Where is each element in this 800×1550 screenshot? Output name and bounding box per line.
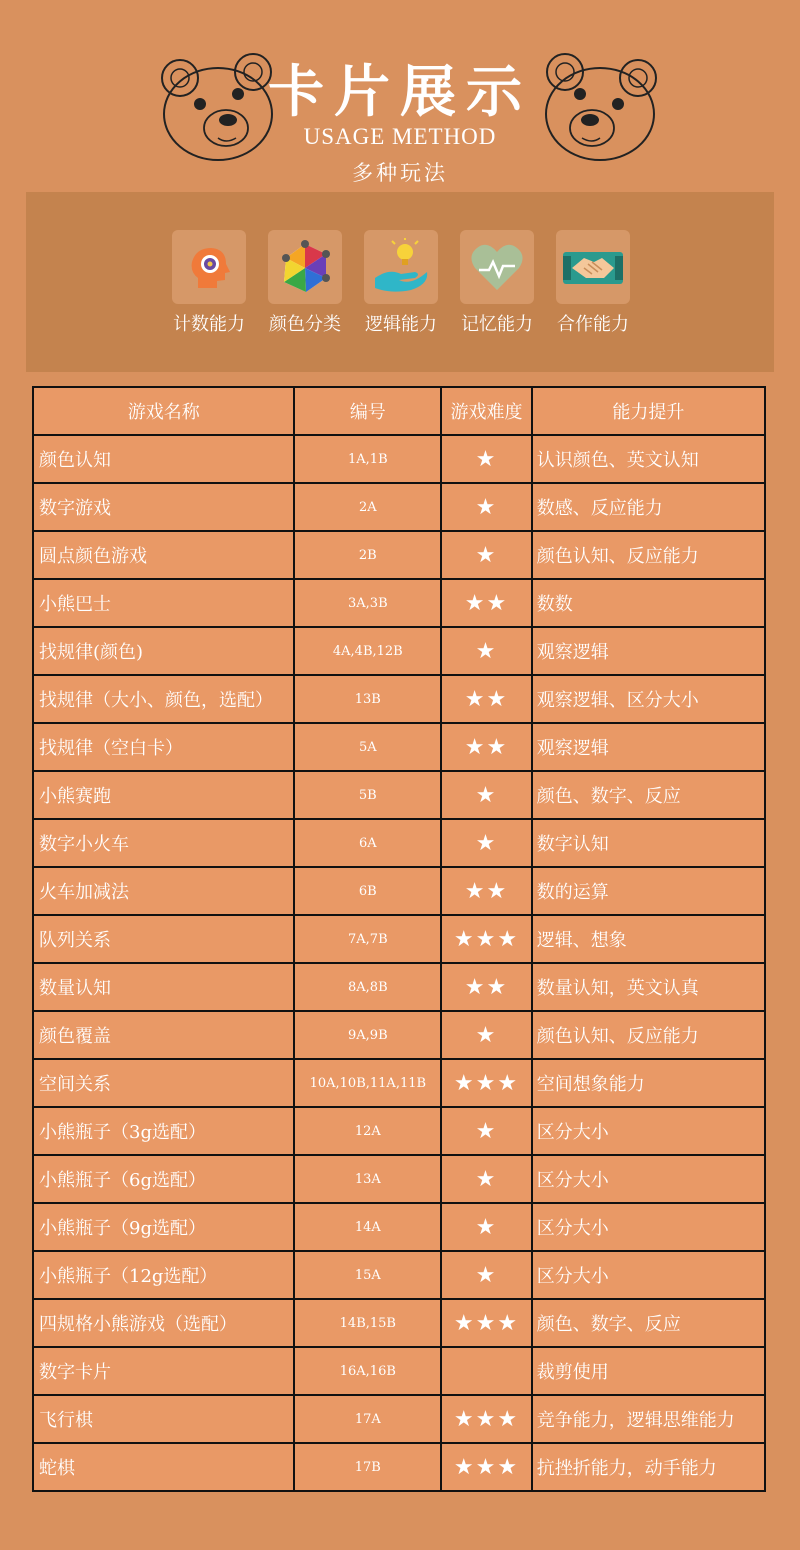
cell-code: 12A [294,1107,441,1155]
cell-name: 小熊巴士 [33,579,294,627]
cell-skill: 观察逻辑 [532,723,765,771]
ability-label: 记忆能力 [461,314,533,335]
table-row [33,627,765,675]
cell-skill: 区分大小 [532,1251,765,1299]
cell-skill: 认识颜色、英文认知 [532,435,765,483]
cell-difficulty: ★★★ [441,1395,531,1443]
cell-code: 7A,7B [294,915,441,963]
cell-skill: 数数 [532,579,765,627]
head-gear-icon [172,230,246,304]
cell-name: 数量认知 [33,963,294,1011]
cell-skill: 竞争能力，逻辑思维能力 [532,1395,765,1443]
table-row [33,1299,765,1347]
game-table [32,386,766,1492]
ability-label: 颜色分类 [269,314,341,335]
ability-label: 合作能力 [557,314,629,335]
cell-name: 队列关系 [33,915,294,963]
cell-code: 9A,9B [294,1011,441,1059]
cell-skill: 数量认知，英文认真 [532,963,765,1011]
cell-code: 13A [294,1155,441,1203]
page-subtitle: USAGE METHOD [303,124,497,149]
cell-skill: 颜色、数字、反应 [532,1299,765,1347]
handshake-icon [556,230,630,304]
cell-code: 6A [294,819,441,867]
cell-difficulty: ★ [441,435,531,483]
cell-name: 小熊赛跑 [33,771,294,819]
header [0,0,800,192]
page-tagline: 多种玩法 [352,161,448,185]
game-table-section [26,376,774,1550]
table-row [33,579,765,627]
cell-difficulty: ★ [441,1203,531,1251]
cell-name: 小熊瓶子（12g选配） [33,1251,294,1299]
cell-name: 数字游戏 [33,483,294,531]
cell-skill: 区分大小 [532,1155,765,1203]
cell-difficulty: ★ [441,771,531,819]
cell-skill: 颜色、数字、反应 [532,771,765,819]
cell-difficulty: ★ [441,819,531,867]
cell-name: 圆点颜色游戏 [33,531,294,579]
cell-name: 找规律（大小、颜色，选配） [33,675,294,723]
cell-difficulty: ★★ [441,867,531,915]
cell-difficulty: ★★★ [441,1059,531,1107]
table-row [33,771,765,819]
cell-code: 10A,10B,11A,11B [294,1059,441,1107]
cell-name: 颜色覆盖 [33,1011,294,1059]
cell-code: 17B [294,1443,441,1491]
cell-skill: 颜色认知、反应能力 [532,531,765,579]
cell-difficulty: ★★ [441,579,531,627]
ability-item [356,230,446,336]
ability-label: 逻辑能力 [365,314,437,335]
table-row [33,1059,765,1107]
table-row [33,819,765,867]
cell-code: 1A,1B [294,435,441,483]
table-row [33,723,765,771]
table-row [33,1347,765,1395]
cell-code: 17A [294,1395,441,1443]
table-row [33,1011,765,1059]
color-polygon-icon [268,230,342,304]
cell-skill: 区分大小 [532,1203,765,1251]
cell-difficulty: ★ [441,1251,531,1299]
cell-skill: 抗挫折能力，动手能力 [532,1443,765,1491]
cell-difficulty: ★ [441,483,531,531]
cell-skill: 观察逻辑 [532,627,765,675]
cell-skill: 观察逻辑、区分大小 [532,675,765,723]
cell-difficulty: ★ [441,531,531,579]
table-row [33,1251,765,1299]
ability-item [548,230,638,336]
cell-code: 5A [294,723,441,771]
cell-difficulty: ★ [441,1155,531,1203]
table-row [33,675,765,723]
cell-skill: 区分大小 [532,1107,765,1155]
cell-code: 8A,8B [294,963,441,1011]
header-cell: 能力提升 [532,387,765,435]
header-cell: 编号 [294,387,441,435]
cell-difficulty: ★★★ [441,915,531,963]
table-row [33,867,765,915]
table-row [33,483,765,531]
cell-difficulty: ★ [441,1011,531,1059]
cell-difficulty: ★★ [441,675,531,723]
cell-name: 蛇棋 [33,1443,294,1491]
cell-skill: 裁剪使用 [532,1347,765,1395]
table-row [33,1395,765,1443]
ability-item [164,230,254,336]
table-row [33,1155,765,1203]
cell-code: 4A,4B,12B [294,627,441,675]
cell-difficulty: ★★★ [441,1299,531,1347]
ability-item [452,230,542,336]
cell-skill: 逻辑、想象 [532,915,765,963]
cell-code: 5B [294,771,441,819]
cell-code: 16A,16B [294,1347,441,1395]
table-row [33,1443,765,1491]
heart-pulse-icon [460,230,534,304]
cell-name: 颜色认知 [33,435,294,483]
table-row [33,531,765,579]
table-row [33,963,765,1011]
cell-name: 小熊瓶子（3g选配） [33,1107,294,1155]
cell-code: 15A [294,1251,441,1299]
header-cell: 游戏难度 [441,387,531,435]
cell-difficulty: ★★★ [441,1443,531,1491]
cell-name: 小熊瓶子（6g选配） [33,1155,294,1203]
cell-name: 数字小火车 [33,819,294,867]
cell-code: 2A [294,483,441,531]
cell-name: 数字卡片 [33,1347,294,1395]
cell-code: 6B [294,867,441,915]
table-row [33,915,765,963]
cell-code: 14A [294,1203,441,1251]
table-header-row [33,387,765,435]
cell-name: 找规律(颜色) [33,627,294,675]
cell-difficulty: ★★ [441,963,531,1011]
ability-label: 计数能力 [173,314,245,335]
header-cell: 游戏名称 [33,387,294,435]
cell-code: 13B [294,675,441,723]
cell-skill: 颜色认知、反应能力 [532,1011,765,1059]
cell-difficulty: ★ [441,1107,531,1155]
cell-name: 火车加减法 [33,867,294,915]
ability-panel [26,192,774,372]
cell-skill: 空间想象能力 [532,1059,765,1107]
cell-code: 3A,3B [294,579,441,627]
cell-name: 找规律（空白卡） [33,723,294,771]
page-title: 卡片展示 [268,59,532,125]
cell-difficulty [441,1347,531,1395]
cell-name: 小熊瓶子（9g选配） [33,1203,294,1251]
cell-skill: 数字认知 [532,819,765,867]
cell-name: 飞行棋 [33,1395,294,1443]
cell-code: 14B,15B [294,1299,441,1347]
table-row [33,435,765,483]
cell-difficulty: ★★ [441,723,531,771]
table-row [33,1203,765,1251]
table-row [33,1107,765,1155]
cell-name: 四规格小熊游戏（选配） [33,1299,294,1347]
cell-skill: 数感、反应能力 [532,483,765,531]
ability-item [260,230,350,336]
cell-code: 2B [294,531,441,579]
cell-skill: 数的运算 [532,867,765,915]
cell-difficulty: ★ [441,627,531,675]
cell-name: 空间关系 [33,1059,294,1107]
lightbulb-hand-icon [364,230,438,304]
